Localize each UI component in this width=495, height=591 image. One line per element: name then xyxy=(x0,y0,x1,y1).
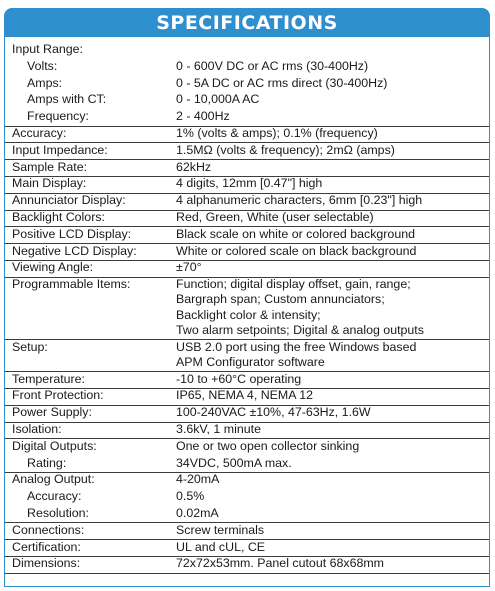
spec-label: Rating: xyxy=(27,455,67,470)
spec-label: Positive LCD Display: xyxy=(12,226,132,241)
spec-value: 72x72x53mm. Panel cutout 68x68mm xyxy=(176,556,384,571)
spec-row xyxy=(5,260,489,275)
spec-value: 0.02mA xyxy=(176,506,219,520)
spec-label: Volts: xyxy=(27,58,58,73)
spec-value: APM Configurator software xyxy=(176,354,325,369)
spec-label: Viewing Angle: xyxy=(12,260,94,275)
spec-row xyxy=(5,506,489,521)
spec-label: Analog Output: xyxy=(12,472,95,487)
spec-label: Amps: xyxy=(27,75,63,90)
spec-value: Red, Green, White (user selectable) xyxy=(176,210,374,224)
spec-row xyxy=(5,340,489,370)
spec-label: Certification: xyxy=(12,539,81,554)
spec-row xyxy=(5,556,489,571)
spec-value: Function; digital display offset, gain, range; xyxy=(176,277,411,292)
spec-value: USB 2.0 port using the free Windows based xyxy=(176,339,417,354)
spec-value: 2 - 400Hz xyxy=(176,109,230,124)
spec-row xyxy=(5,59,489,74)
spec-label: Resolution: xyxy=(27,506,89,520)
spec-label: Backlight Colors: xyxy=(12,210,105,224)
spec-value: 3.6kV, 1 minute xyxy=(176,422,261,436)
spec-value: 100-240VAC ±10%, 47-63Hz, 1.6W xyxy=(176,405,371,420)
specifications-title: SPECIFICATIONS xyxy=(156,11,338,34)
spec-row xyxy=(5,227,489,242)
spec-row xyxy=(5,472,489,487)
spec-row xyxy=(5,210,489,225)
spec-row xyxy=(5,456,489,471)
spec-row xyxy=(5,405,489,420)
spec-row xyxy=(5,277,489,338)
spec-value: One or two open collector sinking xyxy=(176,438,360,453)
spec-label: Setup: xyxy=(12,339,48,354)
spec-row xyxy=(5,126,489,141)
spec-label: Power Supply: xyxy=(12,405,92,420)
spec-row xyxy=(5,523,489,538)
spec-label: Input Range: xyxy=(12,42,83,56)
spec-label: Accuracy: xyxy=(27,489,82,504)
spec-value: 0.5% xyxy=(176,489,205,504)
spec-value: IP65, NEMA 4, NEMA 12 xyxy=(176,388,314,403)
spec-value: 62kHz xyxy=(176,159,212,174)
spec-value: UL and cUL, CE xyxy=(176,539,266,554)
spec-row xyxy=(5,176,489,191)
spec-row xyxy=(5,439,489,454)
spec-value: 0 - 10,000A AC xyxy=(176,92,260,107)
spec-row xyxy=(5,489,489,504)
spec-value: -10 to +60°C operating xyxy=(176,371,302,386)
spec-label: Frequency: xyxy=(27,109,89,124)
spec-value: 4 digits, 12mm [0.47"] high xyxy=(176,176,323,191)
spec-row xyxy=(5,143,489,158)
specifications-header xyxy=(4,8,490,37)
spec-value: 1.5MΩ (volts & frequency); 2mΩ (amps) xyxy=(176,142,395,157)
spec-value: 0 - 5A DC or AC rms direct (30-400Hz) xyxy=(176,75,388,90)
spec-label: Programmable Items: xyxy=(12,277,131,292)
spec-value: 4 alphanumeric characters, 6mm [0.23"] high xyxy=(176,193,423,208)
spec-value: Bargraph span; Custom annunciators; xyxy=(176,292,385,307)
spec-row xyxy=(5,422,489,437)
spec-label: Connections: xyxy=(12,522,85,537)
spec-value: Black scale on white or colored background xyxy=(176,226,415,241)
spec-row xyxy=(5,540,489,555)
spec-row xyxy=(5,372,489,387)
spec-value: Two alarm setpoints; Digital & analog outputs xyxy=(176,322,424,337)
spec-row xyxy=(5,193,489,208)
spec-label: Dimensions: xyxy=(12,556,81,571)
spec-row xyxy=(5,92,489,107)
spec-row xyxy=(5,388,489,403)
spec-value: White or colored scale on black background xyxy=(176,243,417,258)
spec-value: ±70° xyxy=(176,260,202,275)
spec-value: Screw terminals xyxy=(176,522,265,537)
spec-row xyxy=(5,109,489,124)
spec-label: Isolation: xyxy=(12,422,62,436)
spec-value: 34VDC, 500mA max. xyxy=(176,455,292,470)
spec-value: 4-20mA xyxy=(176,472,220,487)
spec-label: Negative LCD Display: xyxy=(12,243,137,258)
spec-value: Backlight color & intensity; xyxy=(176,307,321,322)
spec-label: Digital Outputs: xyxy=(12,438,97,453)
spec-row xyxy=(5,244,489,259)
spec-row xyxy=(5,76,489,91)
spec-label: Temperature: xyxy=(12,371,85,386)
spec-value: 1% (volts & amps); 0.1% (frequency) xyxy=(176,126,378,140)
spec-label: Main Display: xyxy=(12,176,87,191)
spec-label: Annunciator Display: xyxy=(12,193,126,208)
spec-value: 0 - 600V DC or AC rms (30-400Hz) xyxy=(176,58,369,73)
spec-label: Amps with CT: xyxy=(27,92,107,107)
spec-row xyxy=(5,160,489,175)
spec-label: Front Protection: xyxy=(12,388,104,403)
row-divider xyxy=(5,573,489,574)
spec-label: Input Impedance: xyxy=(12,142,108,157)
spec-row xyxy=(5,42,489,57)
spec-label: Sample Rate: xyxy=(12,159,88,174)
spec-label: Accuracy: xyxy=(12,126,67,140)
